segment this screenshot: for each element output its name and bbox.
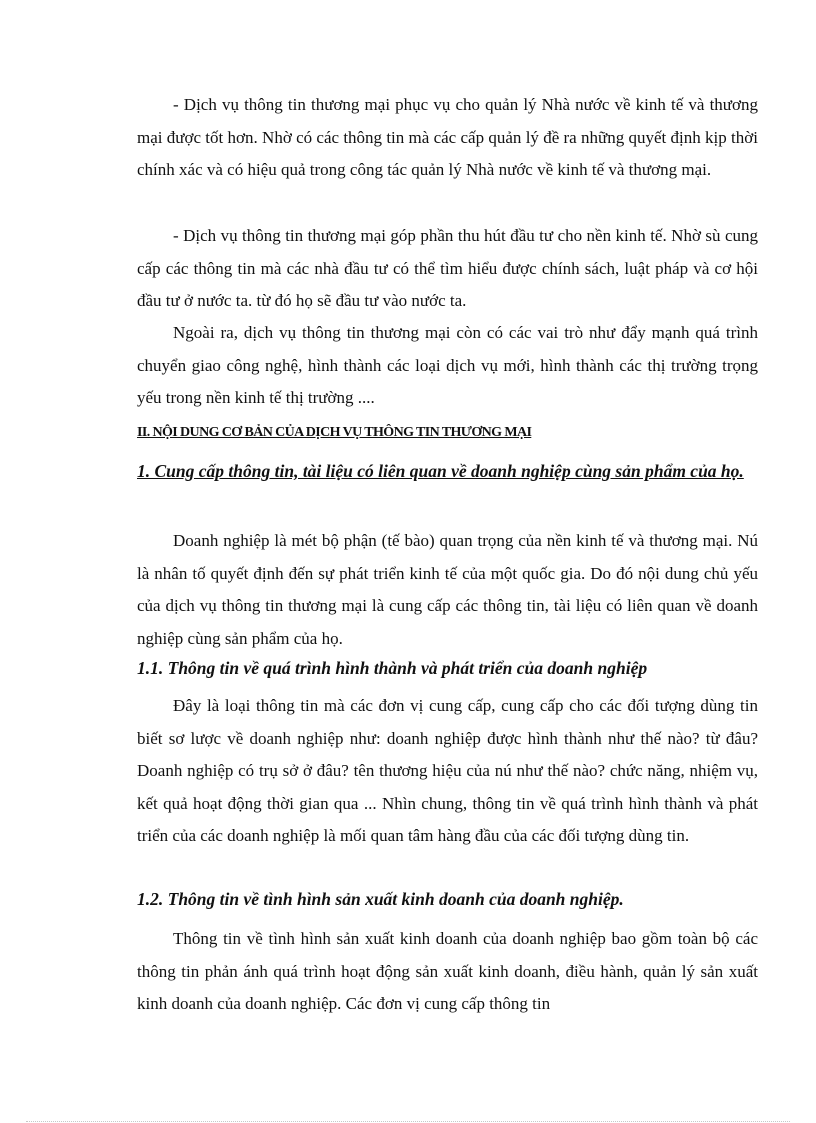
subheading-1-1: 1.1. Thông tin về quá trình hình thành và phát triển của doanh nghiệp [137, 658, 648, 678]
section-heading-ii: II. NỘI DUNG CƠ BẢN CỦA DỊCH VỤ THÔNG TIN THƯƠNG MẠI [137, 425, 532, 440]
subheading-1: 1. Cung cấp thông tin, tài liệu có liên quan về doanh nghiệp cùng sản phẩm của họ. [137, 461, 744, 481]
subheading-1-2: 1.2. Thông tin về tình hình sản xuất kinh doanh của doanh nghiệp. [137, 889, 624, 909]
paragraph-formation-history: Đây là loại thông tin mà các đơn vị cung cấp, cung cấp cho các đối tượng dùng tin biết sơ lược về doanh nghiệp như: doanh nghiệp được hình thành như thế nào? từ đâu? Doanh nghiệp có trụ sở ở đâu? tên thương hiệu của nú như thế nào? chức năng, nhiệm vụ, kết quả hoạt động thời gian qua ... Nhìn chung, thông tin về quá trình hình thành và phát triển của các doanh nghiệp là mối quan tâm hàng đầu của các đối tượng dùng tin. [137, 696, 758, 846]
paragraph-investment: - Dịch vụ thông tin thương mại góp phần thu hút đầu tư cho nền kinh tế. Nhờ sù cung cấp các thông tin mà các nhà đầu tư có thể tìm hiểu được chính sách, luật pháp và cơ hội đầu tư ở nước ta. từ đó họ sẽ đầu tư vào nước ta. [137, 226, 758, 311]
paragraph-enterprise: Doanh nghiệp là mét bộ phận (tế bào) quan trọng của nền kinh tế và thương mại. Nú là nhân tố quyết định đến sự phát triển kinh tế của một quốc gia. Do đó nội dung chủ yếu của dịch vụ thông tin thương mại là cung cấp các thông tin, tài liệu có liên quan về doanh nghiệp cùng sản phẩm của họ. [137, 531, 758, 648]
page-bottom-divider [26, 1121, 790, 1122]
paragraph-production-business: Thông tin về tình hình sản xuất kinh doanh của doanh nghiệp bao gồm toàn bộ các thông tin phản ánh quá trình hoạt động sản xuất kinh doanh, điều hành, quản lý sản xuất kinh doanh của doanh nghiệp. Các đơn vị cung cấp thông tin [137, 929, 758, 1014]
paragraph-state-management: - Dịch vụ thông tin thương mại phục vụ cho quản lý Nhà nước về kinh tế và thương mại được tốt hơn. Nhờ có các thông tin mà các cấp quản lý đề ra những quyết định kịp thời chính xác và có hiệu quả trong công tác quản lý Nhà nước về kinh tế và thương mại. [137, 95, 758, 180]
paragraph-other-roles: Ngoài ra, dịch vụ thông tin thương mại còn có các vai trò như đẩy mạnh quá trình chuyển giao công nghệ, hình thành các loại dịch vụ mới, hình thành các thị trường trọng yếu trong nền kinh tế thị trường .... [137, 323, 758, 408]
